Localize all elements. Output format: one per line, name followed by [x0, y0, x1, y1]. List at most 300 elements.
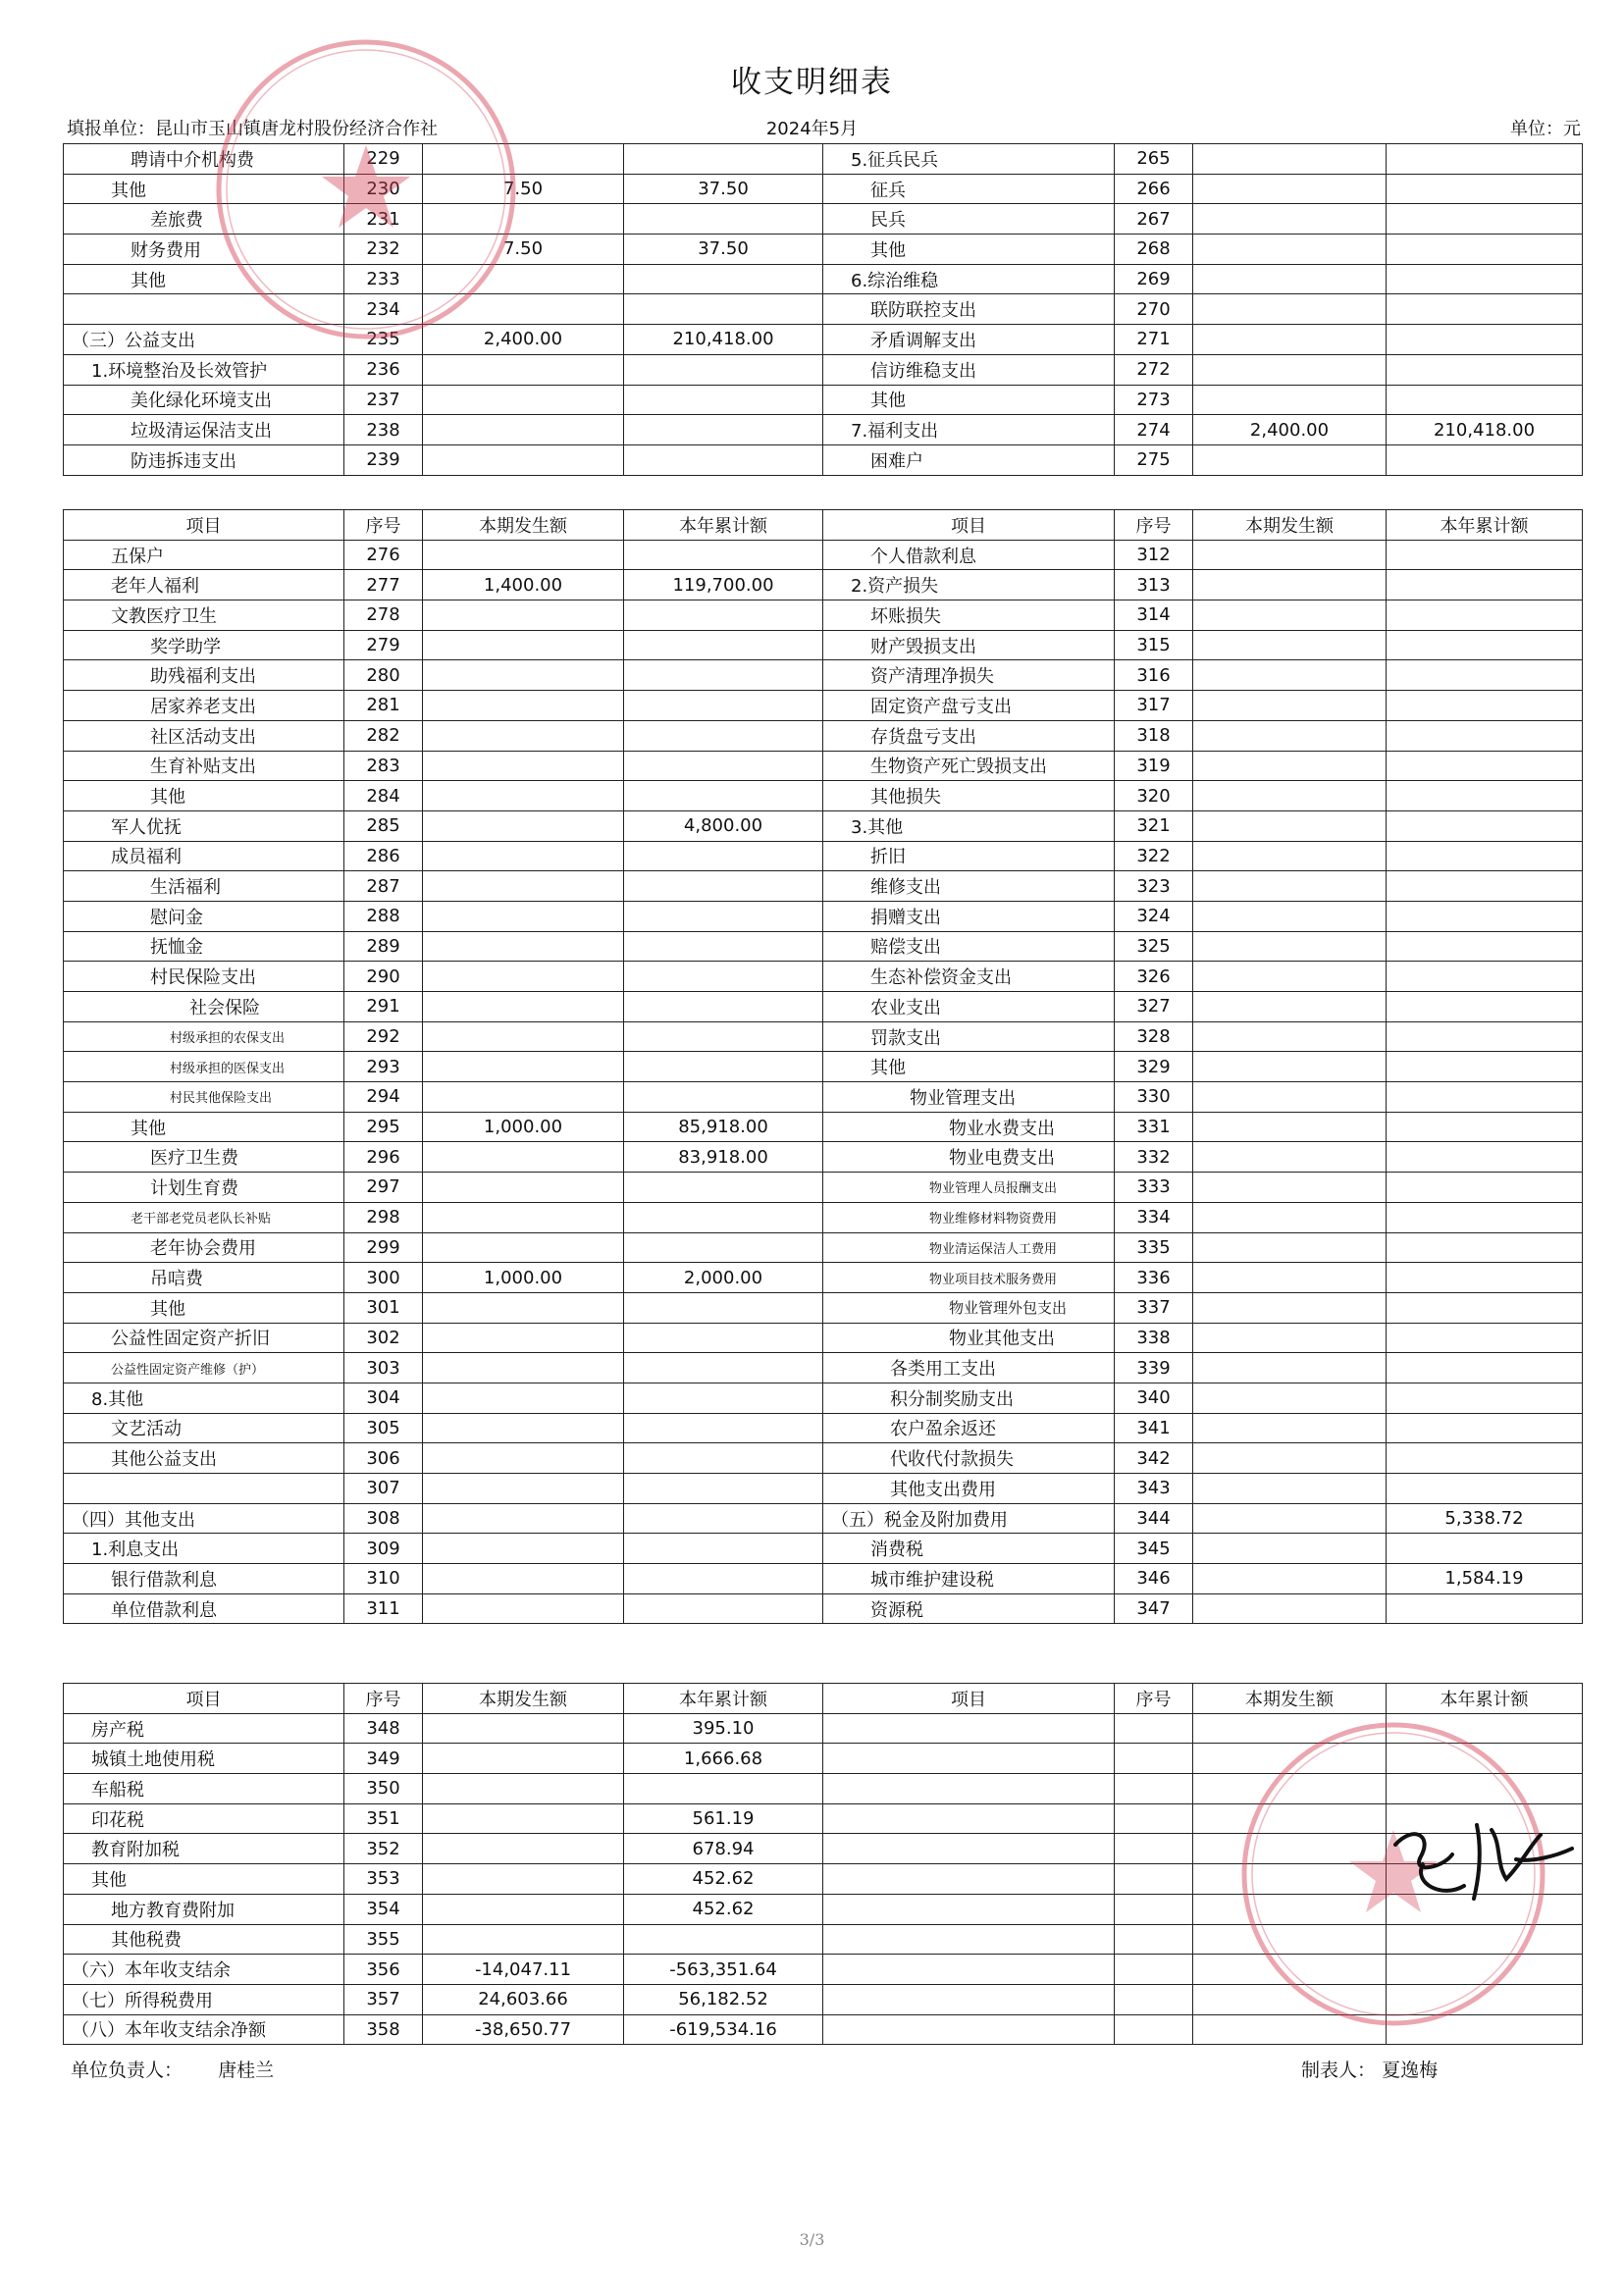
- year-to-date-amount-cell: [624, 540, 823, 570]
- serial-number-cell: 303: [344, 1353, 423, 1383]
- serial-number-cell: 284: [344, 781, 423, 811]
- table-row: [64, 1202, 1583, 1232]
- year-to-date-amount-cell: [1387, 354, 1583, 385]
- table-row: [64, 871, 1583, 902]
- year-to-date-amount-cell: 119,700.00: [624, 570, 823, 600]
- column-header: 本期发生额: [1193, 510, 1387, 541]
- reporting-unit: 填报单位：昆山市玉山镇唐龙村股份经济合作社: [67, 119, 438, 139]
- current-period-amount-cell: [423, 1142, 624, 1173]
- serial-number-cell: 352: [344, 1834, 423, 1864]
- current-period-amount-cell: [1193, 444, 1387, 475]
- serial-number-cell: 345: [1115, 1534, 1193, 1564]
- serial-number-cell: 291: [344, 992, 423, 1022]
- year-to-date-amount-cell: [1387, 2014, 1583, 2045]
- year-to-date-amount-cell: [1387, 992, 1583, 1022]
- serial-number-cell: 290: [344, 962, 423, 992]
- current-period-amount-cell: -14,047.11: [423, 1955, 624, 1985]
- serial-number-cell: 351: [344, 1803, 423, 1834]
- current-period-amount-cell: 24,603.66: [423, 1984, 624, 2014]
- year-to-date-amount-cell: [1387, 781, 1583, 811]
- table-row: [64, 1803, 1583, 1834]
- item-name-cell: 其他损失: [823, 781, 1115, 811]
- current-period-amount-cell: [1193, 1383, 1387, 1413]
- table-row: [64, 1503, 1583, 1534]
- item-name-cell: 罚款支出: [823, 1021, 1115, 1052]
- item-name-cell: 物业其他支出: [823, 1323, 1115, 1353]
- current-period-amount-cell: [423, 691, 624, 721]
- serial-number-cell: 230: [344, 174, 423, 204]
- table-row: [64, 1984, 1583, 2014]
- year-to-date-amount-cell: [1387, 1774, 1583, 1804]
- year-to-date-amount-cell: [624, 1173, 823, 1203]
- table-row: [64, 691, 1583, 721]
- item-name-cell: 坏账损失: [823, 600, 1115, 631]
- serial-number-cell: 272: [1115, 354, 1193, 385]
- table-row: [64, 264, 1583, 294]
- year-to-date-amount-cell: [1387, 871, 1583, 902]
- item-name-cell: 民兵: [823, 204, 1115, 235]
- current-period-amount-cell: [1193, 1173, 1387, 1203]
- item-name-cell: 资源税: [823, 1593, 1115, 1624]
- current-period-amount-cell: [423, 1082, 624, 1113]
- item-name-cell: 其他: [823, 385, 1115, 415]
- item-name-cell: 其他: [64, 781, 344, 811]
- serial-number-cell: 305: [344, 1413, 423, 1443]
- item-name-cell: 个人借款利息: [823, 540, 1115, 570]
- current-period-amount-cell: [1193, 1021, 1387, 1052]
- year-to-date-amount-cell: [1387, 570, 1583, 600]
- item-name-cell: （六）本年收支结余: [64, 1955, 344, 1985]
- serial-number-cell: 323: [1115, 871, 1193, 902]
- current-period-amount-cell: 7.50: [423, 174, 624, 204]
- current-period-amount-cell: [423, 1713, 624, 1744]
- current-period-amount-cell: [423, 1744, 624, 1774]
- ledger-table-2: [63, 509, 1583, 1624]
- serial-number-cell: 236: [344, 354, 423, 385]
- serial-number-cell: 332: [1115, 1142, 1193, 1173]
- year-to-date-amount-cell: [1387, 691, 1583, 721]
- item-name-cell: 固定资产盘亏支出: [823, 691, 1115, 721]
- current-period-amount-cell: [1193, 841, 1387, 871]
- year-to-date-amount-cell: 85,918.00: [624, 1112, 823, 1142]
- serial-number-cell: 235: [344, 325, 423, 355]
- item-name-cell: （八）本年收支结余净额: [64, 2014, 344, 2045]
- item-name-cell: （五）税金及附加费用: [823, 1503, 1115, 1534]
- year-to-date-amount-cell: [624, 1564, 823, 1594]
- current-period-amount-cell: [423, 1353, 624, 1383]
- year-to-date-amount-cell: [624, 1232, 823, 1263]
- year-to-date-amount-cell: [624, 264, 823, 294]
- item-name-cell: 财务费用: [64, 235, 344, 265]
- column-header: 本期发生额: [1193, 1684, 1387, 1714]
- table-row: [64, 294, 1583, 325]
- current-period-amount-cell: [1193, 660, 1387, 691]
- year-to-date-amount-cell: [1387, 294, 1583, 325]
- serial-number-cell: 306: [344, 1443, 423, 1474]
- column-header: 项目: [823, 1684, 1115, 1714]
- current-period-amount-cell: [1193, 1052, 1387, 1082]
- year-to-date-amount-cell: [624, 444, 823, 475]
- year-to-date-amount-cell: [1387, 1383, 1583, 1413]
- year-to-date-amount-cell: [1387, 1834, 1583, 1864]
- serial-number-cell: 281: [344, 691, 423, 721]
- year-to-date-amount-cell: [624, 901, 823, 931]
- table-row: [64, 174, 1583, 204]
- serial-number-cell: [1115, 1984, 1193, 2014]
- item-name-cell: 垃圾清运保洁支出: [64, 415, 344, 445]
- item-name-cell: 医疗卫生费: [64, 1142, 344, 1173]
- item-name-cell: 生物资产死亡毁损支出: [823, 751, 1115, 781]
- year-to-date-amount-cell: 83,918.00: [624, 1142, 823, 1173]
- year-to-date-amount-cell: 210,418.00: [624, 325, 823, 355]
- serial-number-cell: 309: [344, 1534, 423, 1564]
- item-name-cell: 车船税: [64, 1774, 344, 1804]
- serial-number-cell: 267: [1115, 204, 1193, 235]
- item-name-cell: 慰问金: [64, 901, 344, 931]
- current-period-amount-cell: -38,650.77: [423, 2014, 624, 2045]
- current-period-amount-cell: [423, 1834, 624, 1864]
- year-to-date-amount-cell: [624, 1323, 823, 1353]
- ledger-table-1: [63, 143, 1583, 476]
- column-header: 项目: [823, 510, 1115, 541]
- current-period-amount-cell: [1193, 1713, 1387, 1744]
- table-row: [64, 1894, 1583, 1924]
- item-name-cell: 印花税: [64, 1803, 344, 1834]
- table-row: [64, 1744, 1583, 1774]
- year-to-date-amount-cell: [624, 751, 823, 781]
- item-name-cell: [823, 1955, 1115, 1985]
- current-period-amount-cell: [423, 1803, 624, 1834]
- current-period-amount-cell: [423, 1894, 624, 1924]
- item-name-cell: 村民其他保险支出: [64, 1082, 344, 1113]
- table-row: [64, 751, 1583, 781]
- page-number: 3/3: [799, 2230, 825, 2249]
- serial-number-cell: 265: [1115, 144, 1193, 175]
- current-period-amount-cell: 1,000.00: [423, 1263, 624, 1293]
- serial-number-cell: 326: [1115, 962, 1193, 992]
- table-header-row: [64, 510, 1583, 541]
- year-to-date-amount-cell: [624, 1052, 823, 1082]
- current-period-amount-cell: [1193, 1292, 1387, 1323]
- item-name-cell: 其他支出费用: [823, 1474, 1115, 1504]
- table-row: [64, 385, 1583, 415]
- table-row: [64, 1955, 1583, 1985]
- serial-number-cell: 313: [1115, 570, 1193, 600]
- current-period-amount-cell: [423, 1534, 624, 1564]
- current-period-amount-cell: [423, 1503, 624, 1534]
- serial-number-cell: 330: [1115, 1082, 1193, 1113]
- current-period-amount-cell: 1,400.00: [423, 570, 624, 600]
- serial-number-cell: 342: [1115, 1443, 1193, 1474]
- current-period-amount-cell: [423, 294, 624, 325]
- serial-number-cell: 289: [344, 931, 423, 962]
- item-name-cell: 代收代付款损失: [823, 1443, 1115, 1474]
- item-name-cell: [64, 294, 344, 325]
- serial-number-cell: 341: [1115, 1413, 1193, 1443]
- current-period-amount-cell: 2,400.00: [423, 325, 624, 355]
- current-period-amount-cell: [1193, 354, 1387, 385]
- column-header: 序号: [1115, 510, 1193, 541]
- serial-number-cell: 349: [344, 1744, 423, 1774]
- item-name-cell: 1.环境整治及长效管护: [64, 354, 344, 385]
- current-period-amount-cell: [1193, 1834, 1387, 1864]
- year-to-date-amount-cell: [624, 1021, 823, 1052]
- item-name-cell: 7.福利支出: [823, 415, 1115, 445]
- item-name-cell: 信访维稳支出: [823, 354, 1115, 385]
- serial-number-cell: 339: [1115, 1353, 1193, 1383]
- year-to-date-amount-cell: [1387, 1803, 1583, 1834]
- column-header: 本年累计额: [624, 1684, 823, 1714]
- year-to-date-amount-cell: [1387, 1534, 1583, 1564]
- year-to-date-amount-cell: [1387, 1744, 1583, 1774]
- column-header: 本期发生额: [423, 1684, 624, 1714]
- year-to-date-amount-cell: [1387, 325, 1583, 355]
- table-row: [64, 962, 1583, 992]
- serial-number-cell: 296: [344, 1142, 423, 1173]
- item-name-cell: [823, 1713, 1115, 1744]
- year-to-date-amount-cell: [624, 1593, 823, 1624]
- serial-number-cell: 340: [1115, 1383, 1193, 1413]
- item-name-cell: 老年人福利: [64, 570, 344, 600]
- current-period-amount-cell: [1193, 1564, 1387, 1594]
- item-name-cell: 银行借款利息: [64, 1564, 344, 1594]
- serial-number-cell: 319: [1115, 751, 1193, 781]
- current-period-amount-cell: [1193, 1894, 1387, 1924]
- year-to-date-amount-cell: [624, 720, 823, 751]
- year-to-date-amount-cell: [1387, 1413, 1583, 1443]
- item-name-cell: 老年协会费用: [64, 1232, 344, 1263]
- item-name-cell: [823, 1924, 1115, 1955]
- current-period-amount-cell: [1193, 235, 1387, 265]
- item-name-cell: 村民保险支出: [64, 962, 344, 992]
- item-name-cell: 消费税: [823, 1534, 1115, 1564]
- item-name-cell: （四）其他支出: [64, 1503, 344, 1534]
- item-name-cell: [823, 1984, 1115, 2014]
- year-to-date-amount-cell: [624, 415, 823, 445]
- serial-number-cell: 286: [344, 841, 423, 871]
- serial-number-cell: [1115, 1713, 1193, 1744]
- current-period-amount-cell: [1193, 1864, 1387, 1895]
- table-row: [64, 901, 1583, 931]
- item-name-cell: [64, 1474, 344, 1504]
- serial-number-cell: 347: [1115, 1593, 1193, 1624]
- column-header: 序号: [1115, 1684, 1193, 1714]
- currency-unit: 单位：元: [1510, 119, 1581, 139]
- current-period-amount-cell: [1193, 1413, 1387, 1443]
- item-name-cell: 6.综治维稳: [823, 264, 1115, 294]
- serial-number-cell: 311: [344, 1593, 423, 1624]
- table-row: [64, 1353, 1583, 1383]
- item-name-cell: 差旅费: [64, 204, 344, 235]
- serial-number-cell: 292: [344, 1021, 423, 1052]
- serial-number-cell: [1115, 1864, 1193, 1895]
- item-name-cell: 其他: [64, 174, 344, 204]
- current-period-amount-cell: [1193, 294, 1387, 325]
- table-row: [64, 720, 1583, 751]
- table-row: [64, 1112, 1583, 1142]
- item-name-cell: 防违拆违支出: [64, 444, 344, 475]
- year-to-date-amount-cell: 5,338.72: [1387, 1503, 1583, 1534]
- year-to-date-amount-cell: [624, 1534, 823, 1564]
- year-to-date-amount-cell: 1,584.19: [1387, 1564, 1583, 1594]
- item-name-cell: 矛盾调解支出: [823, 325, 1115, 355]
- current-period-amount-cell: [1193, 2014, 1387, 2045]
- year-to-date-amount-cell: 37.50: [624, 174, 823, 204]
- year-to-date-amount-cell: [624, 1383, 823, 1413]
- item-name-cell: 其他: [64, 1112, 344, 1142]
- serial-number-cell: 317: [1115, 691, 1193, 721]
- serial-number-cell: 318: [1115, 720, 1193, 751]
- item-name-cell: 村级承担的医保支出: [64, 1052, 344, 1082]
- current-period-amount-cell: [423, 962, 624, 992]
- item-name-cell: 物业项目技术服务费用: [823, 1263, 1115, 1293]
- current-period-amount-cell: [1193, 810, 1387, 841]
- year-to-date-amount-cell: -619,534.16: [624, 2014, 823, 2045]
- current-period-amount-cell: [423, 931, 624, 962]
- table-row: [64, 600, 1583, 631]
- serial-number-cell: 308: [344, 1503, 423, 1534]
- year-to-date-amount-cell: [1387, 1924, 1583, 1955]
- year-to-date-amount-cell: [1387, 1323, 1583, 1353]
- current-period-amount-cell: [1193, 992, 1387, 1022]
- preparer-label: 制表人：: [1301, 2060, 1377, 2081]
- item-name-cell: [823, 2014, 1115, 2045]
- unit-head-label: 单位负责人：: [71, 2060, 183, 2081]
- item-name-cell: 社区活动支出: [64, 720, 344, 751]
- item-name-cell: 社会保险: [64, 992, 344, 1022]
- serial-number-cell: 350: [344, 1774, 423, 1804]
- year-to-date-amount-cell: [1387, 1052, 1583, 1082]
- serial-number-cell: 304: [344, 1383, 423, 1413]
- year-to-date-amount-cell: 678.94: [624, 1834, 823, 1864]
- item-name-cell: 公益性固定资产折旧: [64, 1323, 344, 1353]
- serial-number-cell: 288: [344, 901, 423, 931]
- table-row: [64, 1021, 1583, 1052]
- serial-number-cell: 274: [1115, 415, 1193, 445]
- current-period-amount-cell: 7.50: [423, 235, 624, 265]
- item-name-cell: 助残福利支出: [64, 660, 344, 691]
- item-name-cell: 物业清运保洁人工费用: [823, 1232, 1115, 1263]
- current-period-amount-cell: [1193, 1263, 1387, 1293]
- current-period-amount-cell: [1193, 1924, 1387, 1955]
- serial-number-cell: [1115, 1894, 1193, 1924]
- serial-number-cell: 336: [1115, 1263, 1193, 1293]
- item-name-cell: 8.其他: [64, 1383, 344, 1413]
- current-period-amount-cell: [423, 781, 624, 811]
- current-period-amount-cell: [423, 660, 624, 691]
- table-row: [64, 1142, 1583, 1173]
- current-period-amount-cell: [423, 144, 624, 175]
- table-row: [64, 841, 1583, 871]
- year-to-date-amount-cell: [624, 931, 823, 962]
- year-to-date-amount-cell: [624, 871, 823, 902]
- serial-number-cell: 276: [344, 540, 423, 570]
- item-name-cell: 单位借款利息: [64, 1593, 344, 1624]
- serial-number-cell: 293: [344, 1052, 423, 1082]
- year-to-date-amount-cell: [1387, 1142, 1583, 1173]
- table-row: [64, 1534, 1583, 1564]
- current-period-amount-cell: [1193, 325, 1387, 355]
- year-to-date-amount-cell: [624, 600, 823, 631]
- item-name-cell: 生活福利: [64, 871, 344, 902]
- serial-number-cell: [1115, 1924, 1193, 1955]
- table-row: [64, 354, 1583, 385]
- year-to-date-amount-cell: [1387, 444, 1583, 475]
- item-name-cell: 计划生育费: [64, 1173, 344, 1203]
- item-name-cell: 物业管理外包支出: [823, 1292, 1115, 1323]
- item-name-cell: 生态补偿资金支出: [823, 962, 1115, 992]
- serial-number-cell: 348: [344, 1713, 423, 1744]
- serial-number-cell: 334: [1115, 1202, 1193, 1232]
- current-period-amount-cell: [423, 354, 624, 385]
- serial-number-cell: 358: [344, 2014, 423, 2045]
- table-row: [64, 1263, 1583, 1293]
- year-to-date-amount-cell: [1387, 1112, 1583, 1142]
- item-name-cell: 抚恤金: [64, 931, 344, 962]
- item-name-cell: [823, 1864, 1115, 1895]
- table-row: [64, 144, 1583, 175]
- current-period-amount-cell: [1193, 1984, 1387, 2014]
- serial-number-cell: 335: [1115, 1232, 1193, 1263]
- current-period-amount-cell: [1193, 204, 1387, 235]
- item-name-cell: 其他: [823, 1052, 1115, 1082]
- item-name-cell: 其他: [64, 1864, 344, 1895]
- year-to-date-amount-cell: [1387, 751, 1583, 781]
- year-to-date-amount-cell: [1387, 174, 1583, 204]
- table-row: [64, 781, 1583, 811]
- current-period-amount-cell: [423, 871, 624, 902]
- serial-number-cell: 285: [344, 810, 423, 841]
- current-period-amount-cell: [423, 1232, 624, 1263]
- current-period-amount-cell: [1193, 570, 1387, 600]
- current-period-amount-cell: [423, 630, 624, 660]
- current-period-amount-cell: [1193, 1202, 1387, 1232]
- year-to-date-amount-cell: [624, 1503, 823, 1534]
- current-period-amount-cell: [1193, 1474, 1387, 1504]
- item-name-cell: 聘请中介机构费: [64, 144, 344, 175]
- year-to-date-amount-cell: 452.62: [624, 1894, 823, 1924]
- current-period-amount-cell: [423, 810, 624, 841]
- current-period-amount-cell: [423, 415, 624, 445]
- item-name-cell: 物业电费支出: [823, 1142, 1115, 1173]
- year-to-date-amount-cell: [1387, 962, 1583, 992]
- item-name-cell: 其他税费: [64, 1924, 344, 1955]
- table-row: [64, 1564, 1583, 1594]
- column-header: 序号: [344, 1684, 423, 1714]
- item-name-cell: 维修支出: [823, 871, 1115, 902]
- current-period-amount-cell: [1193, 1955, 1387, 1985]
- year-to-date-amount-cell: [624, 841, 823, 871]
- year-to-date-amount-cell: 1,666.68: [624, 1744, 823, 1774]
- current-period-amount-cell: [423, 600, 624, 631]
- serial-number-cell: [1115, 2014, 1193, 2045]
- current-period-amount-cell: [423, 841, 624, 871]
- item-name-cell: 城市维护建设税: [823, 1564, 1115, 1594]
- table-row: [64, 1774, 1583, 1804]
- year-to-date-amount-cell: [1387, 1353, 1583, 1383]
- year-to-date-amount-cell: -563,351.64: [624, 1955, 823, 1985]
- year-to-date-amount-cell: [624, 660, 823, 691]
- current-period-amount-cell: [423, 1413, 624, 1443]
- serial-number-cell: 353: [344, 1864, 423, 1895]
- current-period-amount-cell: [1193, 1323, 1387, 1353]
- year-to-date-amount-cell: [1387, 841, 1583, 871]
- item-name-cell: 3.其他: [823, 810, 1115, 841]
- item-name-cell: 美化绿化环境支出: [64, 385, 344, 415]
- serial-number-cell: 277: [344, 570, 423, 600]
- serial-number-cell: 322: [1115, 841, 1193, 871]
- serial-number-cell: [1115, 1803, 1193, 1834]
